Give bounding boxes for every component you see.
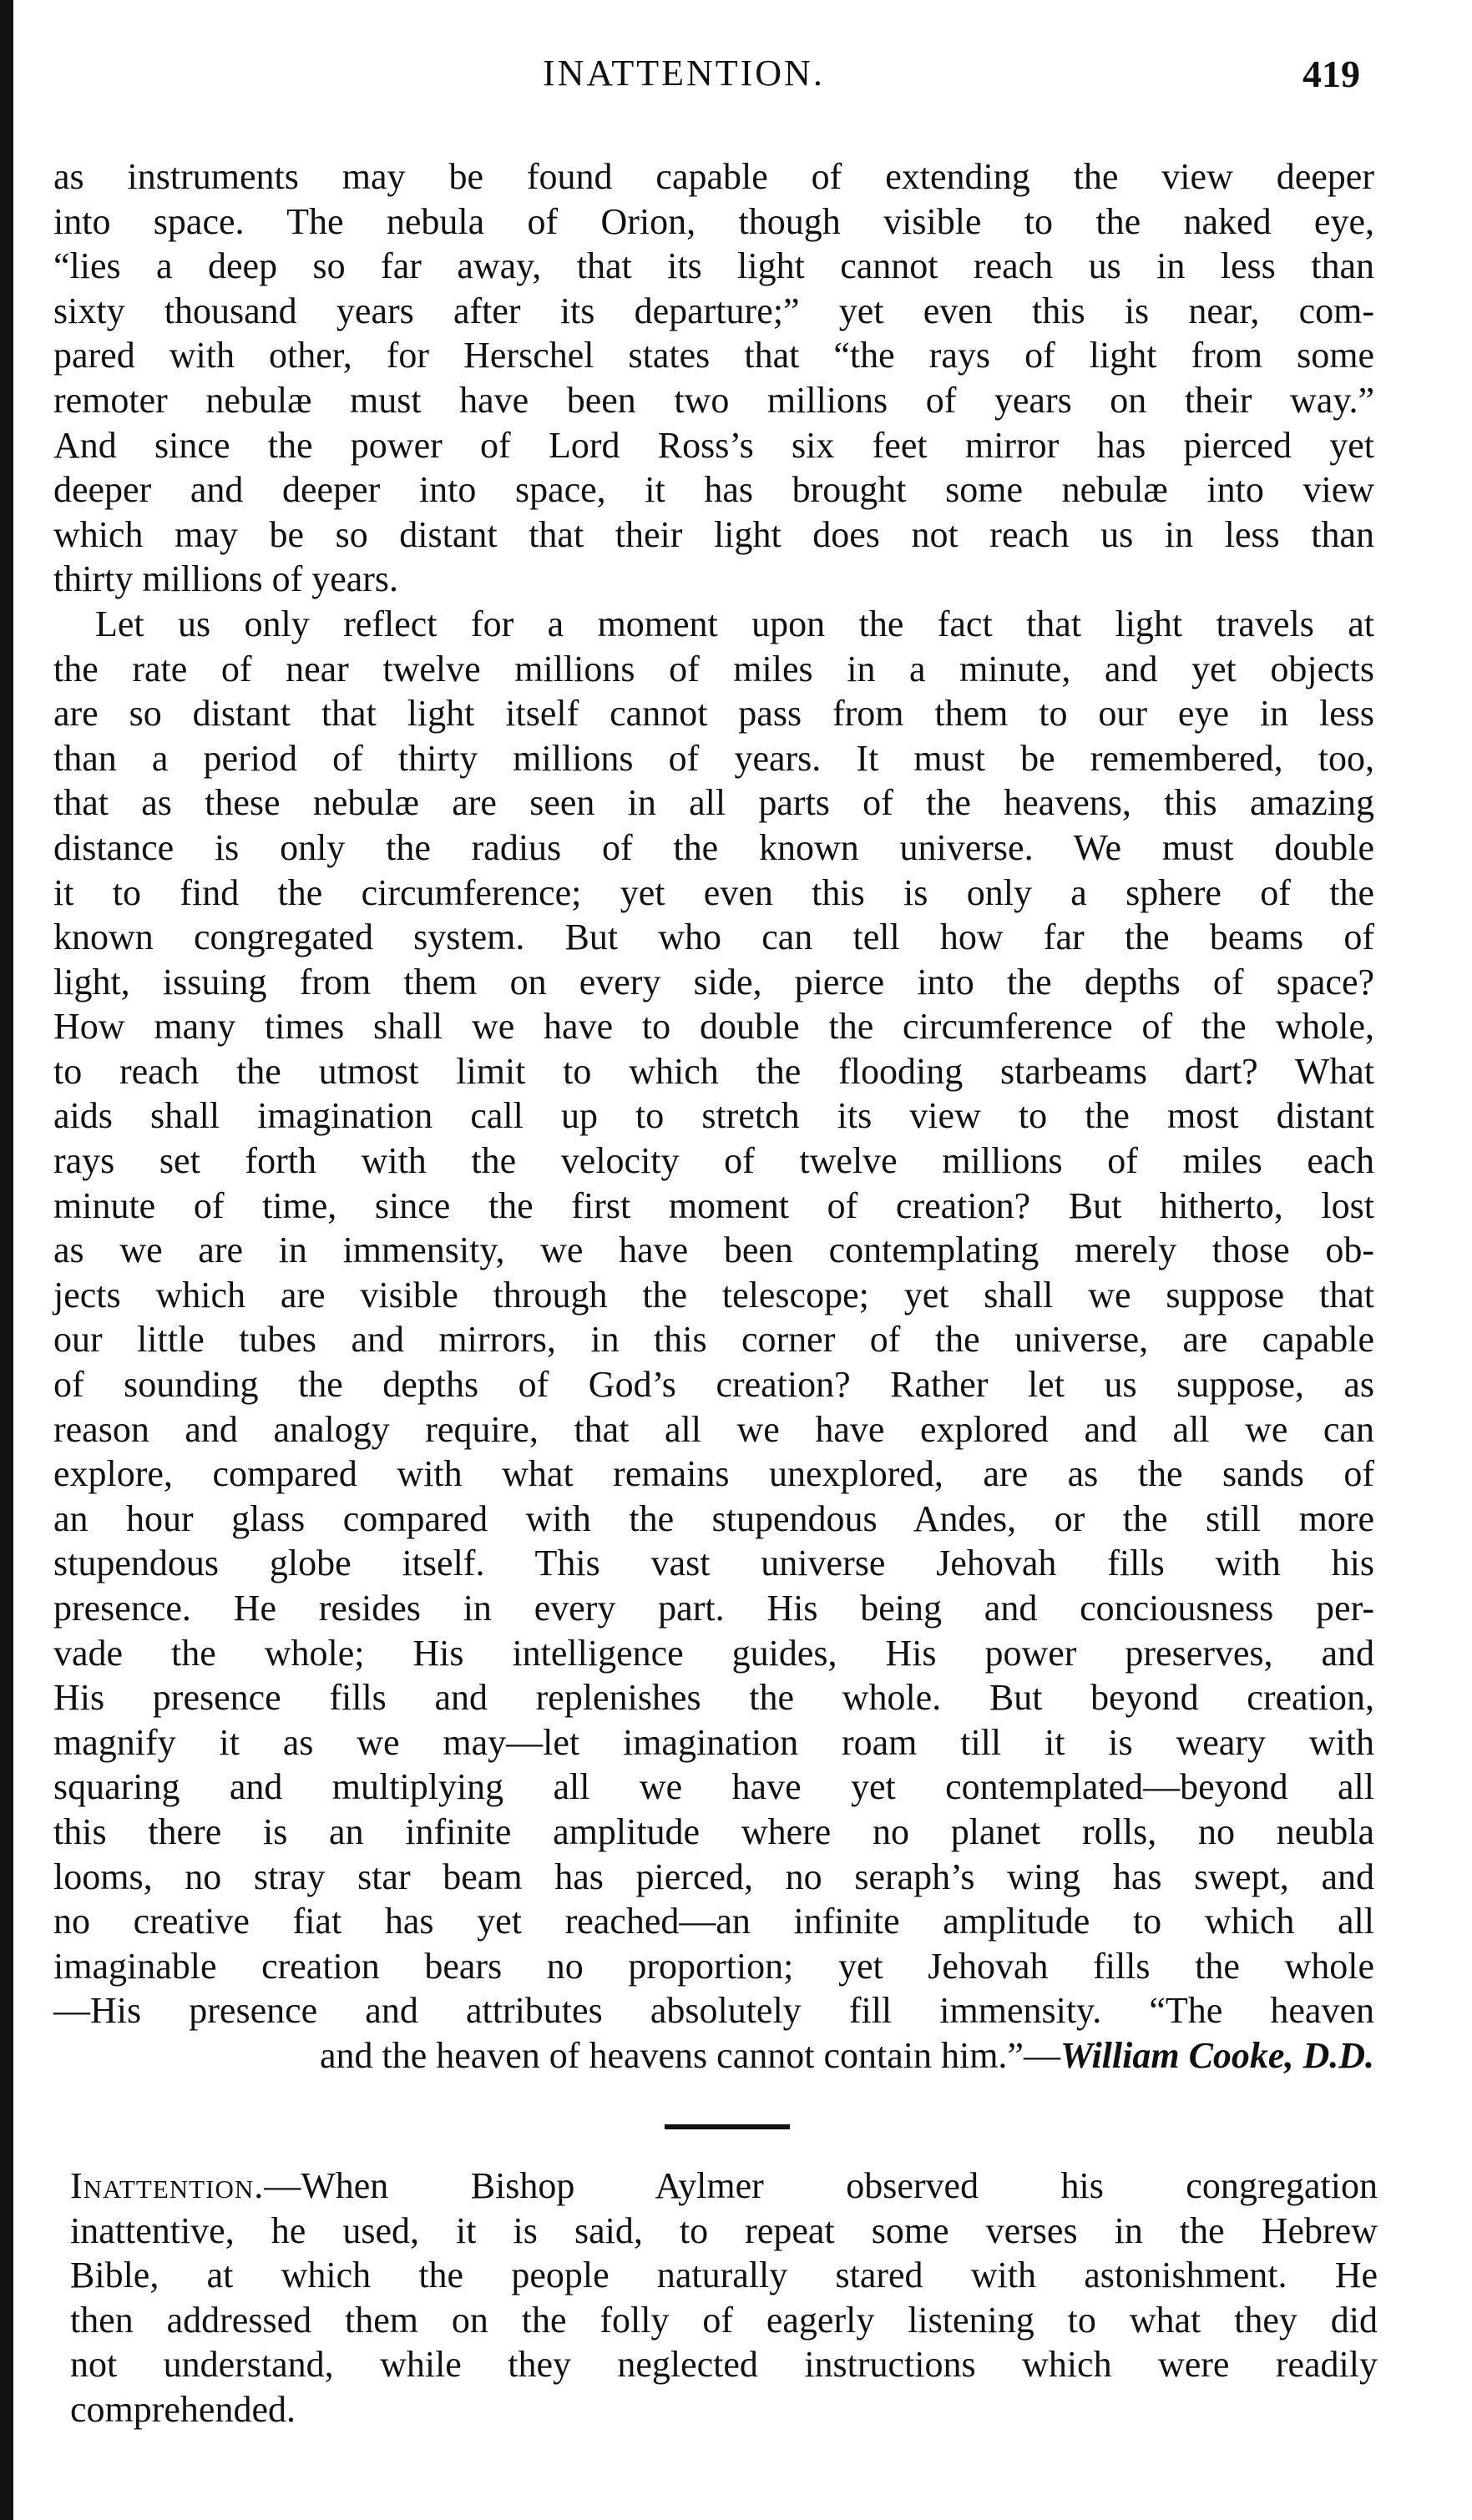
text-line: rays set forth with the velocity of twelve millions of miles each: [53, 1140, 1374, 1182]
running-title: INATTENTION.: [543, 53, 825, 93]
text-line: And since the power of Lord Ross’s six feet mirror has pierced yet: [53, 424, 1374, 466]
text-line: vade the whole; His intelligence guides, His power preserves, and: [53, 1632, 1374, 1674]
text-line: as we are in immensity, we have been contemplating merely those ob-: [53, 1230, 1374, 1271]
text-line: to reach the utmost limit to which the flooding starbeams dart? What: [53, 1050, 1374, 1092]
text-line: aids shall imagination call up to stretch its view to the most distant: [53, 1095, 1374, 1137]
article-body: [53, 154, 1374, 2078]
closing-quote: and the heaven of heavens cannot contain him.”—: [319, 2034, 1060, 2076]
text-line: thirty millions of years.: [53, 558, 399, 600]
text-line: our little tubes and mirrors, in this corner of the universe, are capable: [53, 1319, 1374, 1361]
text-line: the rate of near twelve millions of miles in a minute, and yet objects: [53, 648, 1374, 689]
author-signature: William Cooke, D.D.: [1060, 2034, 1374, 2076]
text-line: than a period of thirty millions of years. It must be remembered, too,: [53, 737, 1374, 779]
text-line: reason and analogy require, that all we have explored and all we can: [53, 1408, 1374, 1450]
text-line: of sounding the depths of God’s creation? Rather let us suppose, as: [53, 1364, 1374, 1406]
text-line: stupendous globe itself. This vast universe Jehovah fills with his: [53, 1543, 1374, 1584]
page-number: 419: [1303, 53, 1360, 95]
text-line: presence. He resides in every part. His being and conciousness per-: [53, 1588, 1374, 1629]
item-heading: Inattention.: [70, 2165, 265, 2206]
item-first-line: —When Bishop Aylmer observed his congregation: [264, 2165, 1378, 2206]
text-line: as instruments may be found capable of extending the view deeper: [53, 156, 1374, 197]
text-line: “lies a deep so far away, that its light cannot reach us in less than: [53, 245, 1374, 287]
text-line: it to find the circumference; yet even this is only a sphere of the: [53, 871, 1374, 913]
running-head: [0, 52, 1472, 110]
text-line: not understand, while they neglected instructions which were readily: [70, 2344, 1378, 2385]
text-line: no creative fiat has yet reached—an infinite amplitude to which all: [53, 1901, 1374, 1942]
text-line: inattentive, he used, it is said, to repeat some verses in the Hebrew: [70, 2209, 1378, 2251]
text-line: magnify it as we may—let imagination roam till it is weary with: [53, 1721, 1374, 1763]
text-line: Bible, at which the people naturally stared with astonishment. He: [70, 2255, 1378, 2295]
closing-line: [53, 2033, 1374, 2078]
text-line: an hour glass compared with the stupendous Andes, or the still more: [53, 1497, 1374, 1539]
text-line: that as these nebulæ are seen in all parts of the heavens, this amazing: [53, 782, 1374, 824]
text-line: into space. The nebula of Orion, though visible to the naked eye,: [53, 200, 1374, 242]
text-line: Let us only reflect for a moment upon the fact that light travels at: [95, 603, 1374, 644]
text-line: known congregated system. But who can tell how far the beams of: [53, 917, 1374, 958]
text-line: which may be so distant that their light does not reach us in less than: [53, 513, 1374, 555]
inattention-item: [70, 2164, 1378, 2432]
text-line: deeper and deeper into space, it has brought some nebulæ into view: [53, 469, 1374, 511]
text-line: comprehended.: [70, 2388, 296, 2430]
text-line: His presence fills and replenishes the whole. But beyond creation,: [53, 1677, 1374, 1719]
text-line: sixty thousand years after its departure;” yet even this is near, com-: [53, 290, 1374, 331]
text-line: jects which are visible through the telescope; yet shall we suppose that: [53, 1274, 1374, 1316]
text-line: looms, no stray star beam has pierced, no seraph’s wing has swept, and: [53, 1856, 1374, 1897]
text-line: imaginable creation bears no proportion; yet Jehovah fills the whole: [53, 1945, 1374, 1987]
text-line: remoter nebulæ must have been two millions of years on their way.”: [53, 379, 1374, 421]
text-line: are so distant that light itself cannot pass from them to our eye in less: [53, 693, 1374, 735]
text-line: How many times shall we have to double the circumference of the whole,: [53, 1006, 1374, 1048]
text-line: minute of time, since the first moment of creation? But hitherto, lost: [53, 1184, 1374, 1226]
section-divider: [665, 2124, 790, 2129]
text-line: then addressed them on the folly of eagerly listening to what they did: [70, 2299, 1378, 2341]
text-line: —His presence and attributes absolutely fill immensity. “The heaven: [53, 1990, 1374, 2032]
book-spine-edge: [0, 0, 13, 2520]
text-line: explore, compared with what remains unexplored, are as the sands of: [53, 1453, 1374, 1495]
text-line: this there is an infinite amplitude where no planet rolls, no neubla: [53, 1810, 1374, 1852]
text-line: pared with other, for Herschel states that “the rays of light from some: [53, 335, 1374, 376]
text-line: distance is only the radius of the known universe. We must double: [53, 826, 1374, 868]
text-line: light, issuing from them on every side, pierce into the depths of space?: [53, 961, 1374, 1002]
text-line: [70, 2164, 1378, 2209]
text-line: squaring and multiplying all we have yet contemplated—beyond all: [53, 1766, 1374, 1808]
